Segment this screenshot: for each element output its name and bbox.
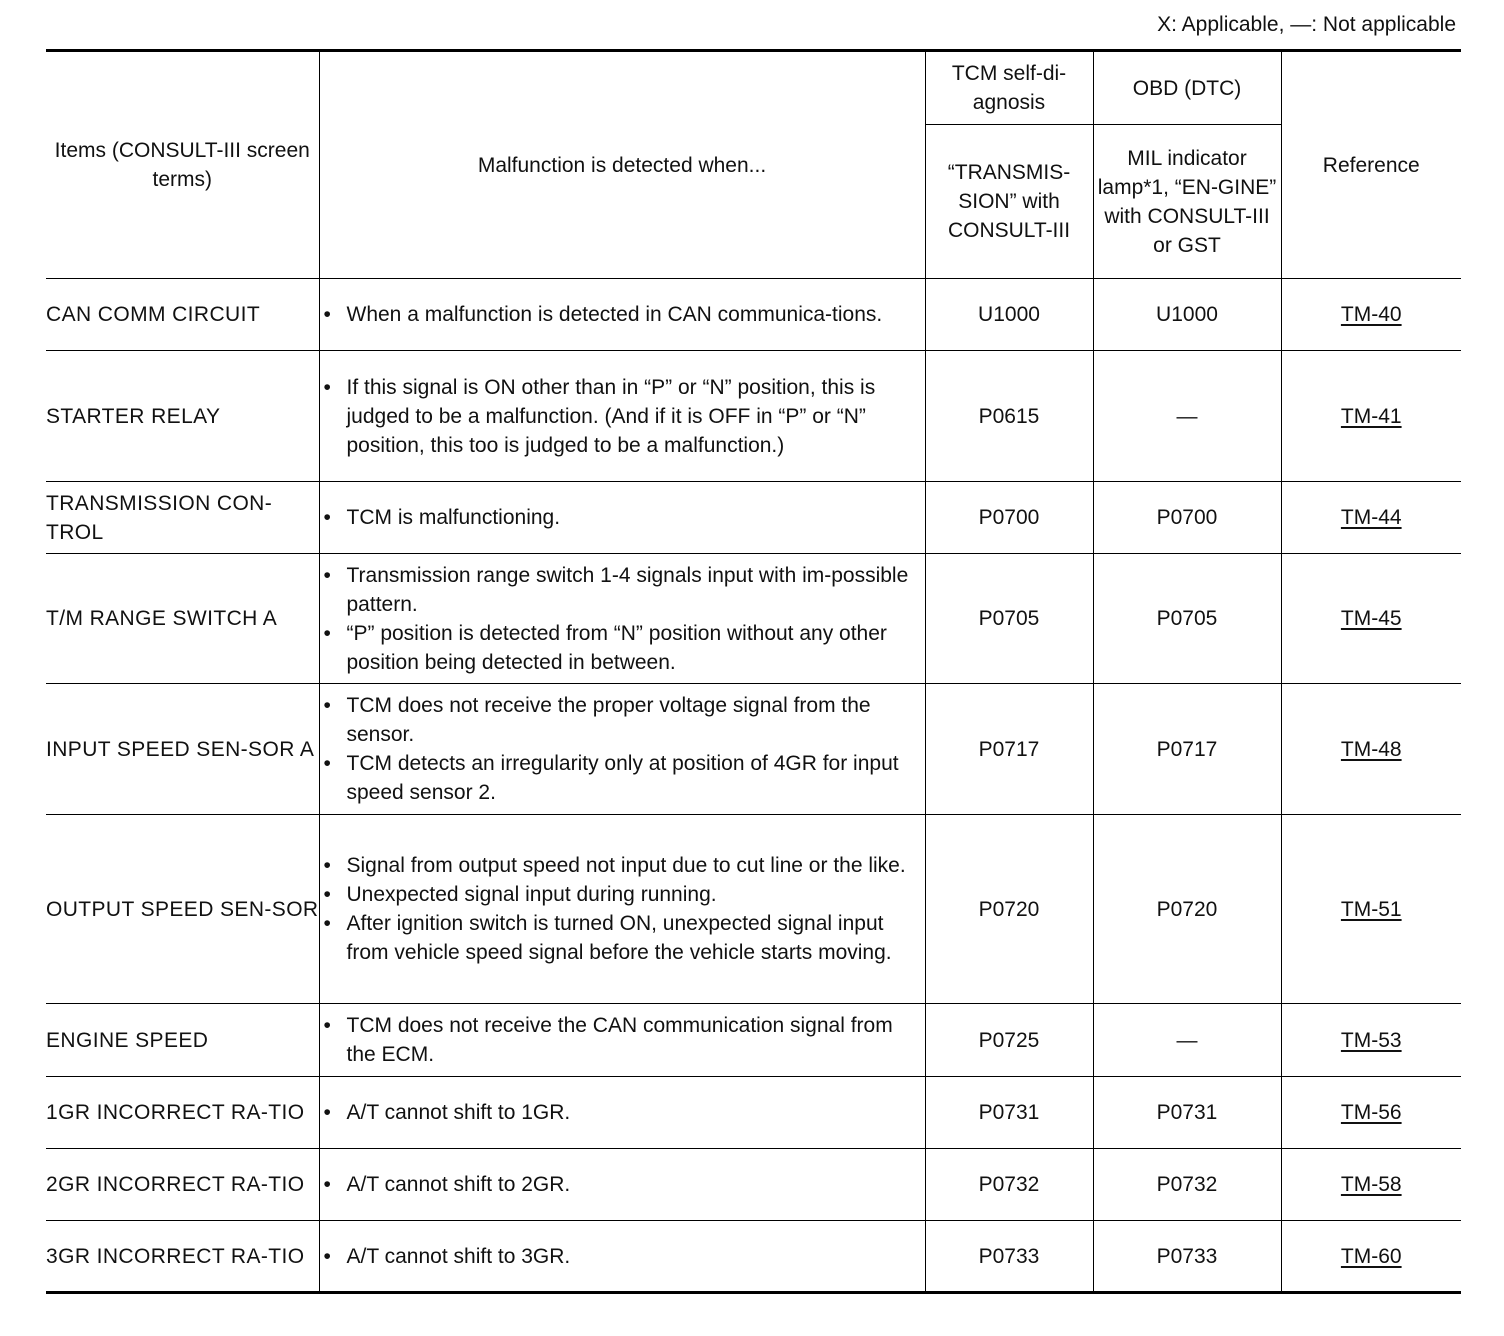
table-row bbox=[46, 482, 1461, 554]
malfunction-conditions bbox=[319, 554, 925, 684]
tcm-code: P0733 bbox=[925, 1221, 1093, 1293]
obd-code: U1000 bbox=[1093, 279, 1281, 351]
condition-item: • Unexpected signal input during running. bbox=[320, 880, 925, 909]
reference-link[interactable]: TM-58 bbox=[1340, 1173, 1402, 1196]
obd-code: P0700 bbox=[1093, 482, 1281, 554]
malfunction-conditions bbox=[319, 1221, 925, 1293]
tcm-code: P0700 bbox=[925, 482, 1093, 554]
condition-item: • Transmission range switch 1-4 signals input with im-possible pattern. bbox=[320, 561, 925, 619]
condition-item: • “P” position is detected from “N” position without any other position being detected in between. bbox=[320, 619, 925, 677]
header-tcm-consult: “TRANSMIS-SION” with CONSULT-III bbox=[925, 125, 1093, 279]
header-reference: Reference bbox=[1281, 51, 1461, 279]
item-name: 1GR INCORRECT RA-TIO bbox=[46, 1077, 319, 1149]
condition-item: • If this signal is ON other than in “P” or “N” position, this is judged to be a malfunction. (And if it is OFF in “P” or “N” position, this too is judged to be a malfunction.) bbox=[320, 373, 925, 460]
table-row bbox=[46, 554, 1461, 684]
obd-code: P0717 bbox=[1093, 684, 1281, 815]
table-row bbox=[46, 1221, 1461, 1293]
malfunction-conditions bbox=[319, 1004, 925, 1077]
reference-link[interactable]: TM-40 bbox=[1340, 303, 1402, 326]
table-row bbox=[46, 1004, 1461, 1077]
obd-code: P0733 bbox=[1093, 1221, 1281, 1293]
tcm-code: P0720 bbox=[925, 815, 1093, 1004]
item-name: TRANSMISSION CON-TROL bbox=[46, 482, 319, 554]
applicability-legend: X: Applicable, —: Not applicable bbox=[1157, 13, 1456, 36]
reference-link[interactable]: TM-56 bbox=[1340, 1101, 1402, 1124]
table-row bbox=[46, 1077, 1461, 1149]
condition-item: • Signal from output speed not input due to cut line or the like. bbox=[320, 851, 925, 880]
malfunction-conditions bbox=[319, 815, 925, 1004]
condition-item: • When a malfunction is detected in CAN communica-tions. bbox=[320, 300, 925, 329]
item-name: T/M RANGE SWITCH A bbox=[46, 554, 319, 684]
reference-link[interactable]: TM-45 bbox=[1340, 607, 1402, 630]
condition-item: • TCM detects an irregularity only at position of 4GR for input speed sensor 2. bbox=[320, 749, 925, 807]
tcm-code: P0705 bbox=[925, 554, 1093, 684]
header-tcm-self-diagnosis: TCM self-di-agnosis bbox=[925, 51, 1093, 125]
item-name: ENGINE SPEED bbox=[46, 1004, 319, 1077]
item-name: 3GR INCORRECT RA-TIO bbox=[46, 1221, 319, 1293]
malfunction-conditions bbox=[319, 279, 925, 351]
reference-link[interactable]: TM-44 bbox=[1340, 506, 1402, 529]
condition-item: • A/T cannot shift to 2GR. bbox=[320, 1170, 925, 1199]
reference-link[interactable]: TM-41 bbox=[1340, 404, 1402, 428]
item-name: STARTER RELAY bbox=[46, 351, 319, 482]
obd-code: P0705 bbox=[1093, 554, 1281, 684]
dtc-index-table bbox=[46, 49, 1461, 1294]
reference-link[interactable]: TM-51 bbox=[1340, 897, 1402, 921]
obd-code: — bbox=[1093, 1004, 1281, 1077]
tcm-code: P0731 bbox=[925, 1077, 1093, 1149]
tcm-code: P0615 bbox=[925, 351, 1093, 482]
tcm-code: P0732 bbox=[925, 1149, 1093, 1221]
malfunction-conditions bbox=[319, 351, 925, 482]
obd-code: — bbox=[1093, 351, 1281, 482]
header-malfunction: Malfunction is detected when... bbox=[319, 51, 925, 279]
condition-item: • TCM is malfunctioning. bbox=[320, 503, 925, 532]
item-name: OUTPUT SPEED SEN-SOR bbox=[46, 815, 319, 1004]
table-row bbox=[46, 815, 1461, 1004]
reference-link[interactable]: TM-48 bbox=[1340, 737, 1402, 761]
obd-code: P0732 bbox=[1093, 1149, 1281, 1221]
item-name: 2GR INCORRECT RA-TIO bbox=[46, 1149, 319, 1221]
table-row bbox=[46, 279, 1461, 351]
table-row bbox=[46, 684, 1461, 815]
reference-link[interactable]: TM-53 bbox=[1340, 1028, 1402, 1052]
condition-item: • A/T cannot shift to 1GR. bbox=[320, 1098, 925, 1127]
tcm-code: U1000 bbox=[925, 279, 1093, 351]
condition-item: • A/T cannot shift to 3GR. bbox=[320, 1242, 925, 1271]
tcm-code: P0725 bbox=[925, 1004, 1093, 1077]
obd-code: P0731 bbox=[1093, 1077, 1281, 1149]
header-obd-dtc: OBD (DTC) bbox=[1093, 51, 1281, 125]
item-name: INPUT SPEED SEN-SOR A bbox=[46, 684, 319, 815]
malfunction-conditions bbox=[319, 1149, 925, 1221]
header-obd-mil: MIL indicator lamp*1, “EN-GINE” with CONSULT-III or GST bbox=[1093, 125, 1281, 279]
malfunction-conditions bbox=[319, 1077, 925, 1149]
tcm-code: P0717 bbox=[925, 684, 1093, 815]
table-row bbox=[46, 1149, 1461, 1221]
condition-item: • After ignition switch is turned ON, unexpected signal input from vehicle speed signal before the vehicle starts moving. bbox=[320, 909, 925, 967]
table-row bbox=[46, 351, 1461, 482]
condition-item: • TCM does not receive the CAN communication signal from the ECM. bbox=[320, 1011, 925, 1069]
malfunction-conditions bbox=[319, 684, 925, 815]
malfunction-conditions bbox=[319, 482, 925, 554]
item-name: CAN COMM CIRCUIT bbox=[46, 279, 319, 351]
condition-item: • TCM does not receive the proper voltage signal from the sensor. bbox=[320, 691, 925, 749]
obd-code: P0720 bbox=[1093, 815, 1281, 1004]
header-items: Items (CONSULT-III screen terms) bbox=[46, 51, 319, 279]
reference-link[interactable]: TM-60 bbox=[1340, 1244, 1402, 1268]
